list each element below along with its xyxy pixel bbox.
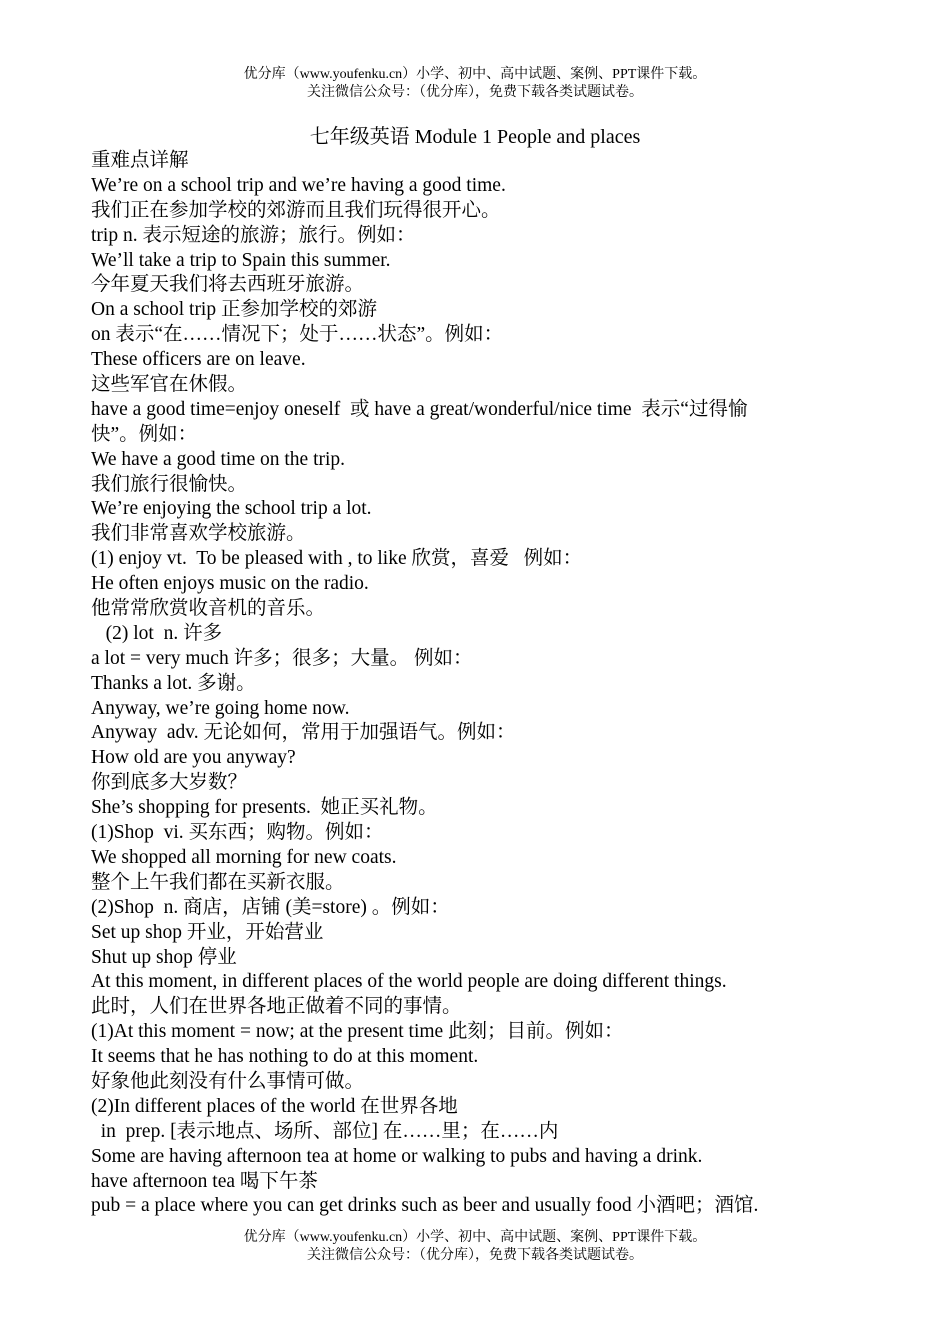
text-line: (1)Shop vi. 买东西；购物。例如：: [91, 822, 384, 844]
text-line: (2)Shop n. 商店，店铺 (美=store) 。例如：: [91, 896, 450, 918]
text-line: We shopped all morning for new coats.: [91, 846, 397, 868]
text-line: Thanks a lot. 多谢。: [91, 672, 256, 694]
text-line: a lot = very much 许多；很多；大量。 例如：: [91, 647, 473, 669]
text-line: (2) lot n. 许多: [91, 622, 223, 644]
text-line: He often enjoys music on the radio.: [91, 573, 369, 595]
text-line: (1) enjoy vt. To be pleased with , to like 欣赏，喜爱 例如：: [91, 548, 583, 570]
text-line: in prep. [表示地点、场所、部位] 在……里；在……内: [91, 1120, 559, 1142]
text-line: 重难点详解: [91, 150, 189, 171]
text-line: These officers are on leave.: [91, 349, 306, 371]
text-line: Set up shop 开业，开始营业: [91, 921, 324, 943]
text-line: 快”。例如：: [91, 423, 198, 445]
text-line: How old are you anyway?: [91, 747, 296, 769]
text-line: on 表示“在……情况下；处于……状态”。例如：: [91, 324, 504, 346]
text-line: On a school trip 正参加学校的郊游: [91, 299, 377, 321]
text-line: It seems that he has nothing to do at this moment.: [91, 1046, 479, 1068]
header-line-1: 优分库（www.youfenku.cn）小学、初中、高中试题、案例、PPT课件下载。: [243, 67, 707, 82]
page-header: [0, 66, 950, 102]
document-title: 七年级英语 Module 1 People and places: [309, 126, 641, 148]
text-line: 今年夏天我们将去西班牙旅游。: [91, 274, 365, 296]
text-line: have afternoon tea 喝下午茶: [91, 1170, 318, 1192]
text-line: 你到底多大岁数？: [91, 772, 248, 794]
text-line: 我们旅行很愉快。: [91, 473, 248, 495]
text-line: 此时，人们在世界各地正做着不同的事情。: [91, 996, 462, 1018]
text-line: pub = a place where you can get drinks such as beer and usually food 小酒吧；酒馆.: [91, 1195, 759, 1217]
header-line-2: 关注微信公众号：（优分库），免费下载各类试题试卷。: [307, 85, 643, 100]
text-line: We’re on a school trip and we’re having a good time.: [91, 174, 506, 196]
text-line: 我们正在参加学校的郊游而且我们玩得很开心。: [91, 199, 501, 221]
text-line: (2)In different places of the world 在世界各地: [91, 1095, 458, 1117]
text-line: We’re enjoying the school trip a lot.: [91, 498, 372, 520]
text-line: We have a good time on the trip.: [91, 448, 346, 470]
text-line: She’s shopping for presents. 她正买礼物。: [91, 797, 438, 819]
text-line: 他常常欣赏收音机的音乐。: [91, 598, 326, 620]
text-line: 好象他此刻没有什么事情可做。: [91, 1070, 365, 1092]
footer-line-1: 优分库（www.youfenku.cn）小学、初中、高中试题、案例、PPT课件下载。: [243, 1230, 707, 1245]
text-line: Shut up shop 停业: [91, 946, 237, 968]
page-footer: [0, 1229, 950, 1265]
text-line: (1)At this moment = now; at the present time 此刻；目前。例如：: [91, 1021, 624, 1043]
text-line: Some are having afternoon tea at home or walking to pubs and having a drink.: [91, 1145, 703, 1167]
footer-line-2: 关注微信公众号：（优分库），免费下载各类试题试卷。: [307, 1248, 643, 1263]
text-line: We’ll take a trip to Spain this summer.: [91, 249, 391, 271]
text-line: 这些军官在休假。: [91, 374, 248, 396]
text-line: Anyway adv. 无论如何，常用于加强语气。例如：: [91, 722, 516, 744]
text-line: At this moment, in different places of the world people are doing different things.: [91, 971, 727, 993]
text-line: trip n. 表示短途的旅游；旅行。例如：: [91, 224, 416, 246]
text-line: Anyway, we’re going home now.: [91, 697, 350, 719]
text-line: 整个上午我们都在买新衣服。: [91, 871, 345, 893]
text-line: 我们非常喜欢学校旅游。: [91, 523, 306, 545]
document-body: [91, 149, 871, 1219]
text-line: have a good time=enjoy oneself 或 have a great/wonderful/nice time 表示“过得愉: [91, 398, 748, 420]
